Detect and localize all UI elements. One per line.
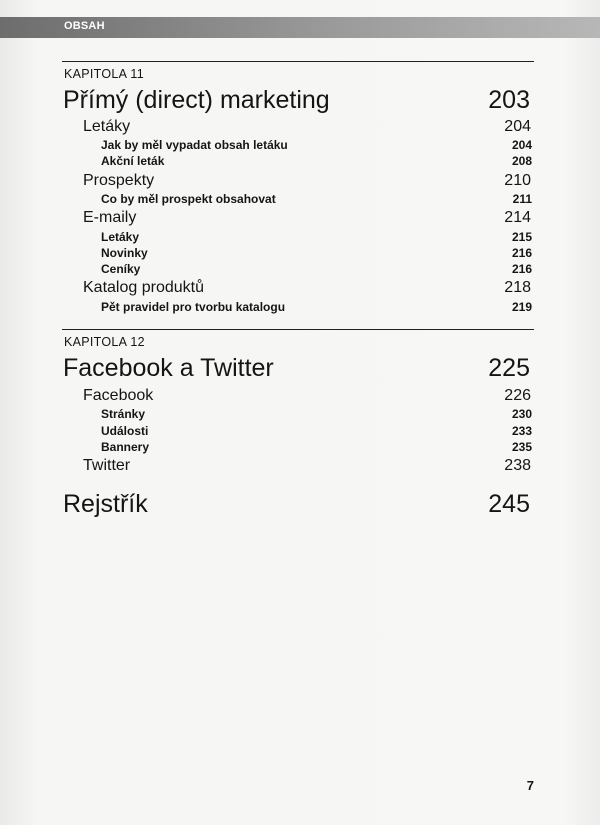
toc-entry-title: Facebook a Twitter [63,354,274,382]
toc-entry-page: 203 [488,86,530,114]
toc-entry-title: Rejstřík [63,490,148,518]
toc-entry-title: E-maily [83,209,137,226]
toc-entry-title: Bannery [101,440,150,454]
toc-entry-title: Jak by měl vypadat obsah letáku [101,138,288,152]
toc-entry-page: 219 [511,300,532,314]
toc-entry-page: 211 [512,192,532,206]
toc-entry-title: Novinky [101,246,148,260]
toc-entry-page: 216 [511,246,532,260]
toc-entry-page: 216 [511,262,532,276]
chapter-label: KAPITOLA 11 [64,67,144,81]
chapter-label: KAPITOLA 12 [64,335,145,349]
toc-entry-title: Akční leták [101,154,165,168]
toc-entry-page: 215 [511,230,532,244]
page-number: 7 [526,778,534,793]
chapter-divider [62,61,534,62]
toc-entry-title: Ceníky [101,262,141,276]
toc-entry-title: Pět pravidel pro tvorbu katalogu [101,300,286,314]
toc-entry-page: 204 [504,118,531,135]
toc-entry-page: 218 [504,279,531,296]
toc-entry-title: Letáky [83,118,131,135]
toc-entry-title: Prospekty [83,172,155,189]
toc-entry-page: 214 [504,209,531,226]
toc-entry-title: Letáky [101,230,140,244]
section-header-label: OBSAH [64,20,105,32]
toc-entry-title: Facebook [83,387,154,404]
chapter-divider [62,329,534,330]
toc-entry-title: Co by měl prospekt obsahovat [101,192,276,206]
toc-entry-page: 210 [504,172,531,189]
toc-entry-page: 226 [504,387,531,404]
toc-entry-page: 235 [511,440,532,454]
toc-entry-page: 238 [504,457,531,474]
toc-entry-page: 225 [488,354,530,382]
toc-entry-title: Přímý (direct) marketing [63,86,330,114]
toc-entry-page: 233 [511,424,532,438]
toc-entry-page: 230 [511,407,532,421]
toc-entry-title: Události [101,424,149,438]
toc-entry-title: Stránky [101,407,146,421]
toc-entry-page: 245 [488,490,530,518]
toc-entry-title: Twitter [83,457,131,474]
toc-entry-page: 208 [511,154,532,168]
toc-entry-title: Katalog produktů [83,279,204,296]
toc-entry-page: 204 [511,138,532,152]
